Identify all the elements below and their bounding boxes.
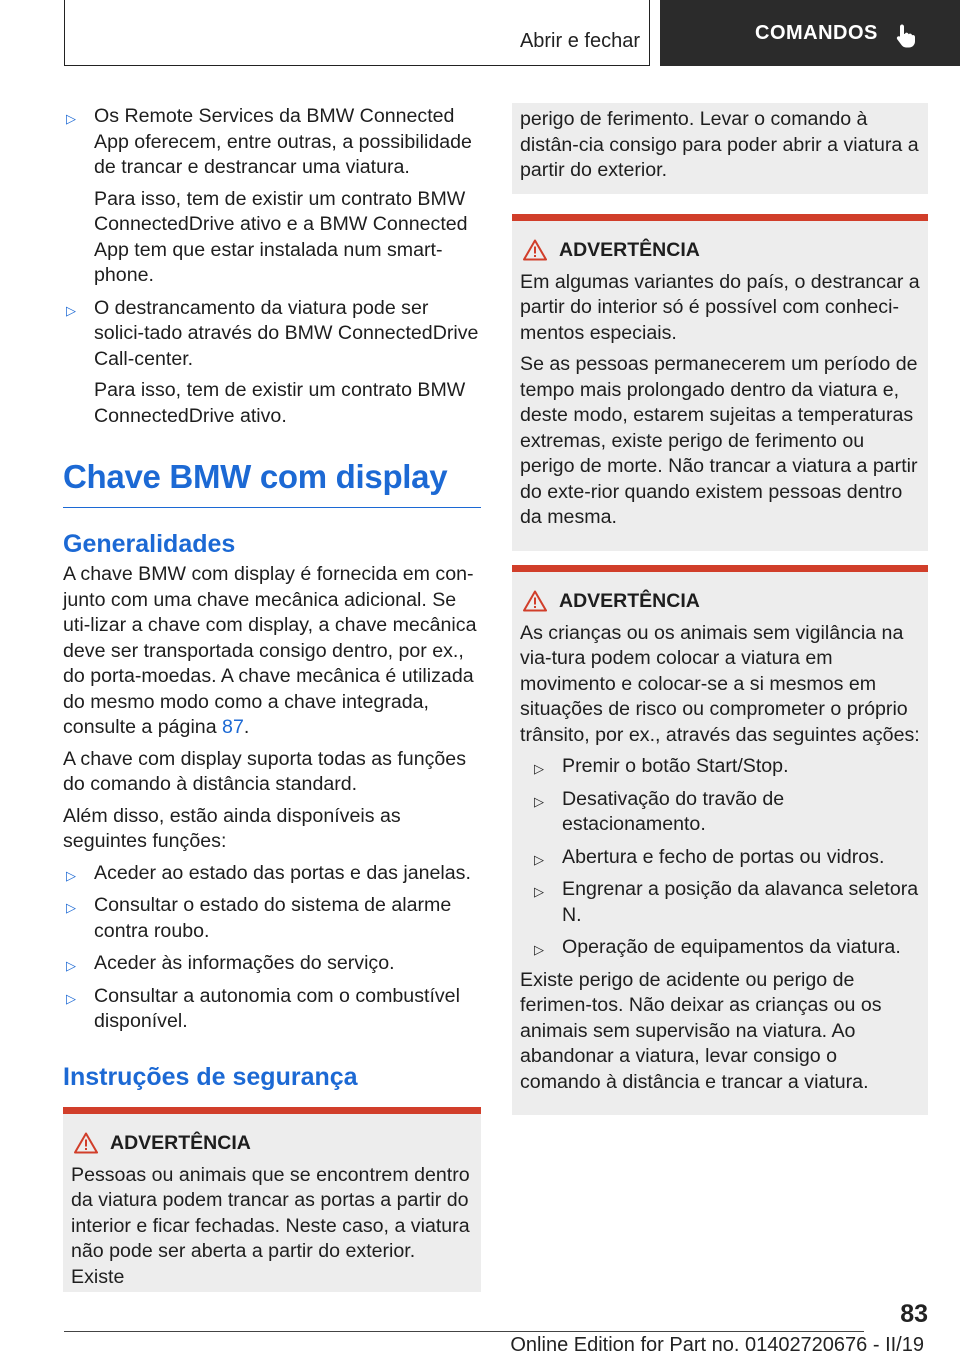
footer-rule: [64, 1331, 864, 1332]
paragraph: Para isso, tem de existir um contrato BMW ConnectedDrive ativo e a BMW Connected App tem que estar instalada num smart‐phone.: [94, 187, 468, 286]
paragraph: Para isso, tem de existir um contrato BMW ConnectedDrive ativo.: [94, 379, 466, 427]
triangle-bullet-icon: ▷: [66, 302, 76, 318]
paragraph: Além disso, estão ainda disponíveis as seguintes funções:: [63, 804, 401, 852]
paragraph: perigo de ferimento. Levar o comando à distân‐cia consigo para poder abrir a viatura a partir do exterior.: [520, 108, 919, 181]
list-item: [520, 754, 920, 780]
warning-triangle-icon: [74, 1132, 98, 1154]
list-item-text: Aceder às informações do serviço.: [94, 952, 395, 974]
warning-title-text: ADVERTÊNCIA: [110, 1131, 251, 1154]
warning-title-text: ADVERTÊNCIA: [559, 589, 700, 612]
list-item: [63, 893, 481, 944]
triangle-bullet-icon: ▷: [66, 958, 76, 973]
triangle-bullet-icon: ▷: [534, 793, 544, 809]
list-item: [63, 104, 481, 289]
warning-triangle-icon: [523, 239, 547, 261]
triangle-bullet-icon: ▷: [66, 900, 76, 915]
list-item: [63, 951, 481, 977]
paragraph: As crianças ou os animais sem vigilância na via‐tura podem colocar a viatura em movimento e colocar-se a si mesmos em situações de risco ou comprometer o próprio trânsito, por ex., através das seguintes ações:: [520, 621, 920, 746]
warning-box: [512, 214, 928, 551]
page-link[interactable]: 87: [222, 716, 244, 738]
footer-edition: Online Edition for Part no. 01402720676 - II/19: [510, 1334, 924, 1356]
triangle-bullet-icon: ▷: [534, 851, 544, 867]
list-item: [520, 877, 920, 928]
warning-continuation: [512, 103, 928, 194]
list-item-text: Consultar o estado do sistema de alarme contra roubo.: [94, 894, 452, 942]
list-item: [63, 861, 481, 887]
chapter-title: COMANDOS: [755, 21, 878, 44]
list-item: [520, 935, 920, 961]
warning-title: [520, 239, 920, 262]
risk-actions-list: [520, 754, 920, 961]
heading-general: Generalidades: [63, 530, 236, 558]
list-item-text: Abertura e fecho de portas ou vidros.: [562, 845, 885, 868]
paragraph: Os Remote Services da BMW Connected App oferecem, entre outras, a possibilidade de trancar e destrancar uma viatura.: [94, 105, 472, 178]
page-number: 83: [900, 1300, 928, 1328]
list-item-text: Engrenar a posição da alavanca seletora N.: [562, 878, 919, 926]
warning-title-text: ADVERTÊNCIA: [559, 238, 700, 261]
pointing-hand-icon: [896, 23, 918, 49]
triangle-bullet-icon: ▷: [534, 761, 544, 776]
paragraph: O destrancamento da viatura pode ser solici‐tado através do BMW ConnectedDrive Call‐center.: [94, 296, 479, 370]
list-item: [63, 984, 481, 1035]
paragraph: [63, 562, 481, 741]
warning-title: [520, 590, 920, 613]
right-column: [512, 103, 928, 1115]
text: .: [243, 716, 250, 738]
heading-display-key: Chave BMW com display: [63, 457, 481, 508]
functions-list: [63, 861, 481, 1035]
warning-box: [512, 565, 928, 1116]
paragraph: A chave com display suporta todas as funções do comando à distância standard.: [63, 747, 466, 795]
section-title: Abrir e fechar: [519, 30, 640, 52]
heading-safety: Instruções de segurança: [63, 1062, 358, 1091]
list-item-text: Premir o botão Start/Stop.: [562, 755, 789, 777]
list-item-text: Desativação do travão de estacionamento.: [562, 787, 785, 835]
text: A chave BMW com display é fornecida em con‐junto com uma chave mecânica adicional. Se uti‐lizar a chave com display, a chave mecânica deve ser transportada consigo dentro, por ex., do porta-moedas. A chave mecânica é utilizada do mesmo modo como a chave integrada, consulte a página: [63, 563, 477, 738]
triangle-bullet-icon: ▷: [66, 990, 76, 1006]
triangle-bullet-icon: ▷: [66, 867, 76, 883]
chapter-tab: [660, 0, 960, 66]
warning-triangle-icon: [523, 590, 547, 612]
paragraph: Pessoas ou animais que se encontrem dentro da viatura podem trancar as portas a partir do interior e ficar fechadas. Neste caso, a viatura não pode ser aberta a partir do exterior. Existe: [71, 1163, 470, 1288]
left-column: [63, 104, 481, 1292]
warning-box: [63, 1107, 481, 1293]
triangle-bullet-icon: ▷: [534, 884, 544, 899]
paragraph: Existe perigo de acidente ou perigo de ferimen‐tos. Não deixar as crianças ou os animais sem supervisão na viatura. Ao abandonar a viatura, levar consigo o comando à distância e trancar a viatura.: [520, 968, 882, 1093]
list-item-text: Aceder ao estado das portas e das janelas.: [94, 861, 471, 884]
list-item: [63, 296, 481, 430]
list-item-text: Operação de equipamentos da viatura.: [562, 936, 901, 958]
list-item: [520, 845, 920, 871]
triangle-bullet-icon: ▷: [534, 942, 544, 957]
triangle-bullet-icon: ▷: [66, 111, 76, 126]
paragraph: Em algumas variantes do país, o destrancar a partir do interior só é possível com conheci‐mentos especiais.: [520, 270, 920, 344]
list-item-text: Consultar a autonomia com o combustível disponível.: [94, 984, 460, 1032]
warning-title: [71, 1132, 473, 1155]
remote-services-list: [63, 104, 481, 429]
paragraph: Se as pessoas permanecerem um período de tempo mais prolongado dentro da viatura e, deste modo, estarem sujeitas a temperaturas extremas, existe perigo de ferimento ou perigo de morte. Não trancar a viatura a partir do exte‐rior quando existem pessoas dentro da mesma.: [520, 353, 918, 528]
list-item: [520, 787, 920, 838]
